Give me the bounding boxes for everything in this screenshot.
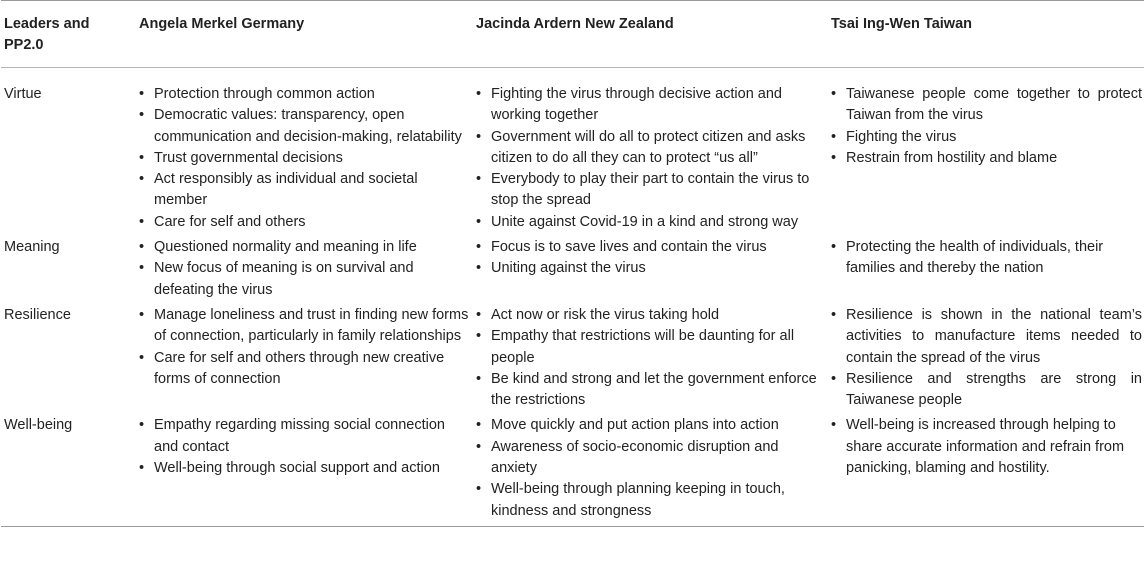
header-row	[1, 1, 1144, 68]
list-item: • Democratic values: transparency, open communication and decision-making, relatability	[139, 105, 470, 148]
bullet-list	[476, 237, 817, 280]
cell-merkel-virtue	[128, 68, 474, 238]
bullet-list	[139, 415, 470, 479]
header-ardern: Jacinda Ardern New Zealand	[474, 1, 821, 68]
cell-ardern-virtue	[474, 68, 821, 238]
table-row	[1, 68, 1144, 238]
list-item: • Protecting the health of individuals, their families and thereby the nation	[831, 237, 1142, 280]
list-item: • Uniting against the virus	[476, 258, 817, 279]
table-row	[1, 237, 1144, 305]
cell-tsai-virtue	[821, 68, 1144, 238]
list-item: • Resilience is shown in the national team’s activities to manufacture items needed to contain the spread of the virus	[831, 305, 1142, 369]
list-item: • Focus is to save lives and contain the virus	[476, 237, 817, 258]
table-row	[1, 415, 1144, 526]
header-merkel: Angela Merkel Germany	[128, 1, 474, 68]
list-item: • Fighting the virus through decisive action and working together	[476, 84, 817, 127]
table-row	[1, 305, 1144, 415]
bullet-list	[476, 84, 817, 233]
list-item: • New focus of meaning is on survival and defeating the virus	[139, 258, 470, 301]
list-item: • Well-being through planning keeping in touch, kindness and strongness	[476, 479, 817, 522]
cell-ardern-resilience	[474, 305, 821, 415]
list-item: • Care for self and others	[139, 212, 470, 233]
list-item: • Government will do all to protect citizen and asks citizen to do all they can to protect “us all”	[476, 127, 817, 170]
bullet-list	[831, 415, 1142, 479]
row-label-virtue: Virtue	[4, 86, 42, 102]
row-label-well-being: Well-being	[4, 417, 73, 434]
list-item: • Resilience and strengths are strong in Taiwanese people	[831, 369, 1142, 412]
list-item: • Unite against Covid-19 in a kind and strong way	[476, 212, 817, 233]
header-leaders-pp2: Leaders and PP2.0	[1, 1, 128, 68]
bullet-list	[831, 237, 1142, 280]
list-item: • Taiwanese people come together to protect Taiwan from the virus	[831, 84, 1142, 127]
bullet-list	[476, 415, 817, 521]
list-item: • Manage loneliness and trust in finding new forms of connection, particularly in family relationships	[139, 305, 470, 348]
cell-tsai-well-being	[821, 415, 1144, 526]
bullet-list	[139, 84, 470, 233]
list-item: • Questioned normality and meaning in life	[139, 237, 470, 258]
list-item: • Act now or risk the virus taking hold	[476, 305, 817, 326]
list-item: • Everybody to play their part to contain the virus to stop the spread	[476, 169, 817, 212]
cell-ardern-meaning	[474, 237, 821, 305]
cell-tsai-meaning	[821, 237, 1144, 305]
cell-merkel-meaning	[128, 237, 474, 305]
list-item: • Trust governmental decisions	[139, 148, 470, 169]
list-item: • Restrain from hostility and blame	[831, 148, 1142, 169]
list-item: • Well-being through social support and action	[139, 458, 470, 479]
list-item: • Fighting the virus	[831, 127, 1142, 148]
list-item: • Empathy regarding missing social connection and contact	[139, 415, 470, 458]
cell-tsai-resilience	[821, 305, 1144, 415]
list-item: • Care for self and others through new creative forms of connection	[139, 348, 470, 391]
cell-merkel-resilience	[128, 305, 474, 415]
cell-merkel-well-being	[128, 415, 474, 526]
list-item: • Protection through common action	[139, 84, 470, 105]
table-body	[1, 68, 1144, 527]
row-label-resilience: Resilience	[4, 306, 71, 323]
cell-ardern-well-being	[474, 415, 821, 526]
bullet-list	[139, 305, 470, 390]
list-item: • Move quickly and put action plans into action	[476, 415, 817, 436]
table-header	[1, 1, 1144, 68]
bullet-list	[476, 305, 817, 411]
row-label-meaning: Meaning	[4, 239, 60, 256]
list-item: • Act responsibly as individual and societal member	[139, 169, 470, 212]
list-item: • Awareness of socio-economic disruption and anxiety	[476, 437, 817, 480]
bullet-list	[831, 305, 1142, 411]
header-tsai: Tsai Ing-Wen Taiwan	[821, 1, 1144, 68]
list-item: • Well-being is increased through helping to share accurate information and refrain from panicking, blaming and hostility.	[831, 415, 1142, 479]
bullet-list	[831, 84, 1142, 169]
list-item: • Be kind and strong and let the government enforce the restrictions	[476, 369, 817, 412]
list-item: • Empathy that restrictions will be daunting for all people	[476, 326, 817, 369]
leaders-pp2-table	[1, 0, 1144, 527]
bullet-list	[139, 237, 470, 301]
